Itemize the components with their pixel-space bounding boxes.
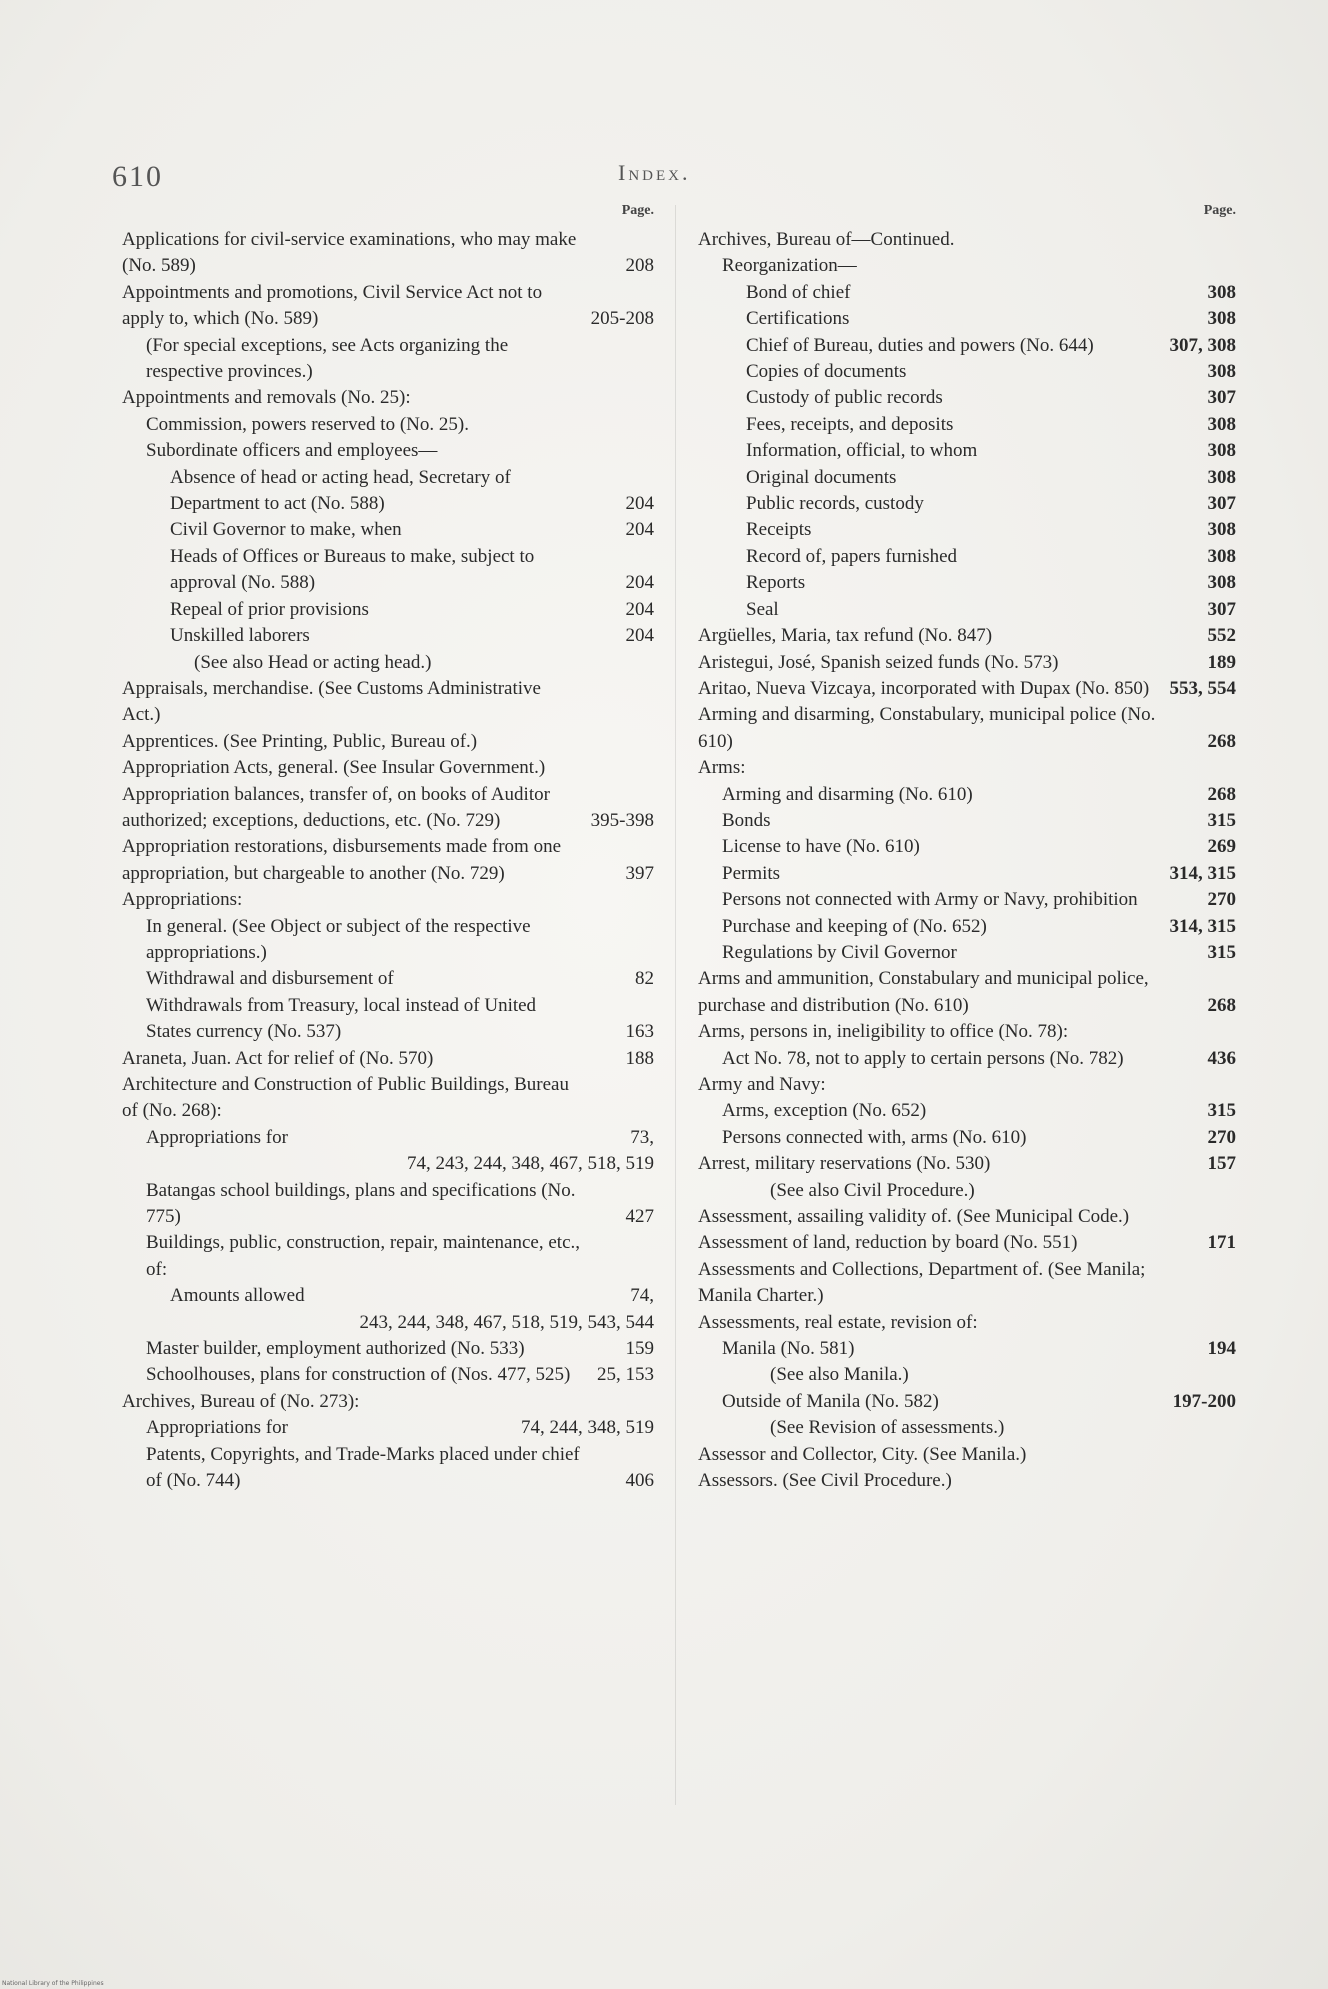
index-entry-pages: 82	[635, 968, 654, 990]
index-entry-text: Absence of head or acting head, Secretary of Department to act (No. 588)	[170, 466, 511, 515]
index-entry	[698, 544, 1236, 570]
index-entry	[698, 570, 1236, 596]
index-entry-pages: 308	[1207, 572, 1236, 594]
index-entry-text: Aristegui, José, Spanish seized funds (No. 573)	[698, 651, 1059, 673]
index-entry-text: Bond of chief	[746, 281, 851, 303]
index-entry-text: Assessor and Collector, City. (See Manila.)	[698, 1443, 1027, 1465]
index-entry-text: Assessors. (See Civil Procedure.)	[698, 1470, 952, 1492]
index-entry	[698, 385, 1236, 411]
index-entry-pages: 163	[625, 1021, 654, 1043]
index-entry	[698, 1230, 1236, 1256]
index-entry	[122, 1362, 654, 1388]
index-entry-pages: 553, 554	[1169, 677, 1236, 699]
index-entry-text: Arms, persons in, ineligibility to office (No. 78):	[698, 1021, 1069, 1043]
index-entry-pages: 73,	[630, 1126, 654, 1148]
index-entry	[122, 1283, 654, 1309]
index-entry-text: Subordinate officers and employees—	[146, 440, 438, 462]
index-entry-text: (See also Civil Procedure.)	[770, 1179, 975, 1201]
index-entry-pages: 308	[1207, 519, 1236, 541]
index-entry-text: Record of, papers furnished	[746, 545, 958, 567]
index-entry	[698, 755, 1236, 781]
index-entry-text: Aritao, Nueva Vizcaya, incorporated with Dupax (No. 850)	[698, 677, 1150, 699]
index-entry	[122, 1072, 654, 1125]
index-entry-pages: 204	[625, 493, 654, 515]
index-entry-text: Reports	[746, 572, 806, 594]
index-entry-text: Assessment, assailing validity of. (See Municipal Code.)	[698, 1206, 1130, 1228]
index-entry-text: Chief of Bureau, duties and powers (No. 644)	[746, 334, 1094, 356]
index-entry-text: (See Revision of assessments.)	[770, 1417, 1005, 1439]
index-entry	[698, 1336, 1236, 1362]
index-entry	[698, 834, 1236, 860]
index-entry	[698, 359, 1236, 385]
index-entry-pages: 308	[1207, 361, 1236, 383]
index-entry-text: Permits	[722, 862, 781, 884]
index-entry	[122, 1178, 654, 1231]
index-entry	[698, 597, 1236, 623]
index-entry-text: Archives, Bureau of—Continued.	[698, 229, 955, 250]
index-entry-text: Manila (No. 581)	[722, 1338, 855, 1360]
index-entry	[698, 782, 1236, 808]
index-entry-pages: 308	[1207, 281, 1236, 303]
index-entry-text: Withdrawal and disbursement of	[146, 968, 394, 990]
index-entry-pages: 308	[1207, 545, 1236, 567]
index-entry-pages: 208	[625, 255, 654, 277]
index-entry-pages: 171	[1207, 1232, 1236, 1254]
index-entry-text: Act No. 78, not to apply to certain persons (No. 782)	[722, 1047, 1124, 1069]
index-entry	[698, 887, 1236, 913]
index-entry	[122, 465, 654, 518]
index-entry	[698, 940, 1236, 966]
index-entry	[698, 333, 1236, 359]
index-entry-text: Withdrawals from Treasury, local instead of United States currency (No. 537)	[146, 994, 537, 1043]
index-entry	[698, 1046, 1236, 1072]
index-entry-pages: 188	[625, 1047, 654, 1069]
index-entry	[698, 650, 1236, 676]
index-entry-text: Persons not connected with Army or Navy, prohibition	[722, 889, 1138, 911]
index-entry-pages: 307, 308	[1169, 334, 1236, 356]
index-entry	[122, 676, 654, 729]
index-entry-text: (For special exceptions, see Acts organizing the respective provinces.)	[146, 334, 509, 383]
index-entry-text: Persons connected with, arms (No. 610)	[722, 1126, 1027, 1148]
index-entry-pages: 204	[625, 572, 654, 594]
index-entry-text: Repeal of prior provisions	[170, 598, 369, 620]
index-entry	[122, 1336, 654, 1362]
index-entry-text: Receipts	[746, 519, 812, 541]
index-entry-pages: 197-200	[1172, 1390, 1236, 1412]
index-entry-text: Appropriations:	[122, 889, 243, 911]
index-entry-text: Arming and disarming (No. 610)	[722, 783, 973, 805]
index-entry-pages: 307	[1207, 387, 1236, 409]
index-entry-pages: 436	[1207, 1047, 1236, 1069]
index-entry-text: In general. (See Object or subject of the respective appropriations.)	[146, 915, 531, 963]
right-entries	[698, 227, 1236, 1495]
index-entry-text: Amounts allowed	[170, 1285, 305, 1307]
index-entry-pages: 307	[1207, 598, 1236, 620]
index-entry-text: Appointments and removals (No. 25):	[122, 387, 411, 409]
index-entry-text: Master builder, employment authorized (No. 533)	[146, 1338, 525, 1360]
index-entry	[698, 1125, 1236, 1151]
index-entry	[698, 1151, 1236, 1177]
index-entry	[698, 280, 1236, 306]
index-entry-text: 243, 244, 348, 467, 518, 519, 543, 544	[359, 1311, 654, 1333]
index-entry-text: Army and Navy:	[698, 1074, 826, 1095]
right-page-label: Page.	[1203, 203, 1236, 218]
index-entry	[698, 702, 1236, 755]
index-entry-pages: 308	[1207, 440, 1236, 462]
index-entry	[698, 1178, 1236, 1204]
index-entry-text: Civil Governor to make, when	[170, 519, 402, 541]
index-entry-text: Araneta, Juan. Act for relief of (No. 570)	[122, 1047, 434, 1069]
index-entry-pages: 194	[1207, 1338, 1236, 1360]
index-entry	[122, 914, 654, 967]
index-entry	[698, 253, 1236, 279]
index-entry	[122, 755, 654, 781]
index-entry	[122, 1442, 654, 1495]
index-entry	[698, 676, 1236, 702]
index-entry	[122, 650, 654, 676]
index-entry-text: Unskilled laborers	[170, 625, 310, 647]
index-entry-text: Applications for civil-service examinations, who may make (No. 589)	[122, 229, 577, 277]
index-entry-pages: 74,	[630, 1285, 654, 1307]
index-entry	[698, 227, 1236, 253]
index-entry	[698, 1442, 1236, 1468]
index-entry-text: Copies of documents	[746, 361, 907, 383]
index-entry	[698, 491, 1236, 517]
index-entry	[698, 1098, 1236, 1124]
index-entry	[698, 1415, 1236, 1441]
index-entry-pages: 315	[1207, 1100, 1236, 1122]
index-entry-text: Fees, receipts, and deposits	[746, 413, 954, 435]
index-entry-text: Batangas school buildings, plans and specifications (No. 775)	[146, 1179, 576, 1228]
index-entry-text: License to have (No. 610)	[722, 836, 920, 858]
index-entry	[698, 1389, 1236, 1415]
index-entry-pages: 189	[1207, 651, 1236, 673]
index-entry-text: Arrest, military reservations (No. 530)	[698, 1153, 991, 1175]
index-entry-pages: 159	[625, 1338, 654, 1360]
index-entry-pages: 307	[1207, 493, 1236, 515]
index-entry-text: Appropriation balances, transfer of, on books of Auditor authorized; exceptions, deductions, etc. (No. 729)	[122, 783, 550, 831]
index-entry-text: Archives, Bureau of (No. 273):	[122, 1390, 360, 1412]
index-entry	[698, 1257, 1236, 1310]
index-entry	[122, 544, 654, 597]
index-entry	[698, 1204, 1236, 1230]
index-entry-pages: 268	[1207, 783, 1236, 805]
index-entry	[698, 412, 1236, 438]
index-entry	[122, 834, 654, 887]
index-entry	[698, 1019, 1236, 1045]
index-entry-text: Custody of public records	[746, 387, 943, 409]
index-entry-text: Certifications	[746, 308, 850, 330]
index-entry-pages: 552	[1207, 625, 1236, 647]
index-entry-pages: 314, 315	[1169, 915, 1236, 937]
index-entry	[122, 1151, 654, 1177]
index-entry-pages: 315	[1207, 941, 1236, 963]
index-entry-text: Seal	[746, 598, 779, 620]
index-entry	[122, 1415, 654, 1441]
index-entry-text: Heads of Offices or Bureaus to make, subject to approval (No. 588)	[170, 545, 535, 594]
left-entries	[122, 227, 654, 1495]
index-entry	[122, 385, 654, 411]
index-entry	[698, 465, 1236, 491]
index-entry-text: Appointments and promotions, Civil Service Act not to apply to, which (No. 589)	[122, 281, 543, 330]
index-entry-text: 74, 243, 244, 348, 467, 518, 519	[407, 1153, 654, 1175]
left-page-label: Page.	[621, 203, 654, 218]
index-entry	[698, 306, 1236, 332]
page-number: 610	[112, 160, 163, 193]
index-entry-pages: 268	[1207, 994, 1236, 1016]
index-entry	[698, 623, 1236, 649]
index-entry-text: Regulations by Civil Governor	[722, 941, 957, 963]
right-column	[698, 205, 1236, 1495]
index-entry-pages: 204	[625, 598, 654, 620]
index-entry-pages: 157	[1207, 1153, 1236, 1175]
index-entry-text: (See also Head or acting head.)	[194, 651, 432, 673]
index-entry	[122, 280, 654, 333]
index-entry	[698, 1468, 1236, 1494]
index-entry-pages: 204	[625, 519, 654, 541]
index-entry	[122, 333, 654, 386]
index-entry-text: Purchase and keeping of (No. 652)	[722, 915, 987, 937]
index-entry-text: Original documents	[746, 466, 897, 488]
index-entry	[122, 227, 654, 280]
index-entry-pages: 74, 244, 348, 519	[521, 1417, 654, 1439]
index-entry-text: Assessments, real estate, revision of:	[698, 1311, 978, 1333]
index-entry-pages: 270	[1207, 889, 1236, 911]
index-entry-text: Schoolhouses, plans for construction of (Nos. 477, 525)	[146, 1364, 571, 1386]
index-entry	[122, 993, 654, 1046]
index-entry	[122, 597, 654, 623]
index-entry-text: Arming and disarming, Constabulary, municipal police (No. 610)	[698, 704, 1156, 752]
index-entry-pages: 270	[1207, 1126, 1236, 1148]
index-entry-pages: 308	[1207, 308, 1236, 330]
index-entry-text: Outside of Manila (No. 582)	[722, 1390, 939, 1412]
index-entry-text: Assessments and Collections, Department of. (See Manila; Manila Charter.)	[698, 1258, 1146, 1307]
index-entry	[698, 861, 1236, 887]
index-entry	[122, 517, 654, 543]
running-head: Index.	[618, 160, 691, 185]
index-entry-text: Assessment of land, reduction by board (No. 551)	[698, 1232, 1078, 1254]
index-entry-text: Apprentices. (See Printing, Public, Bureau of.)	[122, 730, 478, 752]
index-entry	[122, 966, 654, 992]
index-entry	[122, 729, 654, 755]
index-entry-text: Information, official, to whom	[746, 440, 978, 462]
index-entry	[122, 1230, 654, 1283]
index-entry-text: Public records, custody	[746, 493, 924, 515]
index-entry-text: Appropriation restorations, disbursements made from one appropriation, but chargeable to another (No. 729)	[122, 836, 562, 884]
index-entry	[698, 438, 1236, 464]
index-entry	[698, 966, 1236, 1019]
index-entry	[698, 517, 1236, 543]
index-entry-text: Argüelles, Maria, tax refund (No. 847)	[698, 625, 993, 647]
index-entry-text: Commission, powers reserved to (No. 25).	[146, 413, 469, 435]
index-entry	[698, 1072, 1236, 1098]
index-entry-text: Patents, Copyrights, and Trade-Marks placed under chief of (No. 744)	[146, 1443, 580, 1492]
index-entry	[122, 412, 654, 438]
index-entry-pages: 25, 153	[597, 1364, 654, 1386]
index-entry	[122, 1046, 654, 1072]
index-entry-pages: 427	[625, 1206, 654, 1228]
index-entry	[698, 1362, 1236, 1388]
index-entry-text: Appraisals, merchandise. (See Customs Administrative Act.)	[122, 677, 541, 726]
index-entry	[122, 887, 654, 913]
left-column	[122, 205, 654, 1495]
index-entry	[122, 1310, 654, 1336]
index-entry-pages: 397	[625, 862, 654, 884]
index-entry	[122, 623, 654, 649]
index-entry-pages: 308	[1207, 466, 1236, 488]
index-entry-pages: 269	[1207, 836, 1236, 858]
index-entry	[122, 1125, 654, 1151]
index-entry-pages: 204	[625, 625, 654, 647]
index-entry-pages: 314, 315	[1169, 862, 1236, 884]
index-entry-text: Bonds	[722, 809, 771, 831]
index-entry-pages: 315	[1207, 809, 1236, 831]
column-divider	[675, 205, 676, 1805]
index-entry	[122, 1389, 654, 1415]
index-entry-text: Appropriations for	[146, 1417, 288, 1439]
index-entry-text: Arms and ammunition, Constabulary and municipal police, purchase and distribution (No. 610)	[698, 968, 1149, 1016]
index-entry-pages: 395-398	[590, 809, 654, 831]
index-entry-pages: 205-208	[590, 308, 654, 330]
index-entry	[698, 914, 1236, 940]
index-entry-text: Arms, exception (No. 652)	[722, 1100, 927, 1122]
index-entry-text: Architecture and Construction of Public Buildings, Bureau of (No. 268):	[122, 1074, 569, 1122]
index-entry-pages: 268	[1207, 730, 1236, 752]
index-entry-text: Appropriations for	[146, 1126, 288, 1148]
index-entry-pages: 308	[1207, 413, 1236, 435]
index-entry-text: Reorganization—	[722, 255, 857, 277]
index-entry	[122, 782, 654, 835]
index-entry-text: (See also Manila.)	[770, 1364, 909, 1386]
index-entry	[698, 808, 1236, 834]
index-entry	[698, 1310, 1236, 1336]
index-entry-text: Appropriation Acts, general. (See Insular Government.)	[122, 757, 546, 779]
index-entry-text: Arms:	[698, 757, 746, 779]
index-entry-text: Buildings, public, construction, repair, maintenance, etc., of:	[146, 1232, 581, 1280]
scan-stamp: National Library of the Philippines	[2, 1980, 104, 1987]
index-entry-pages: 406	[625, 1470, 654, 1492]
index-entry	[122, 438, 654, 464]
